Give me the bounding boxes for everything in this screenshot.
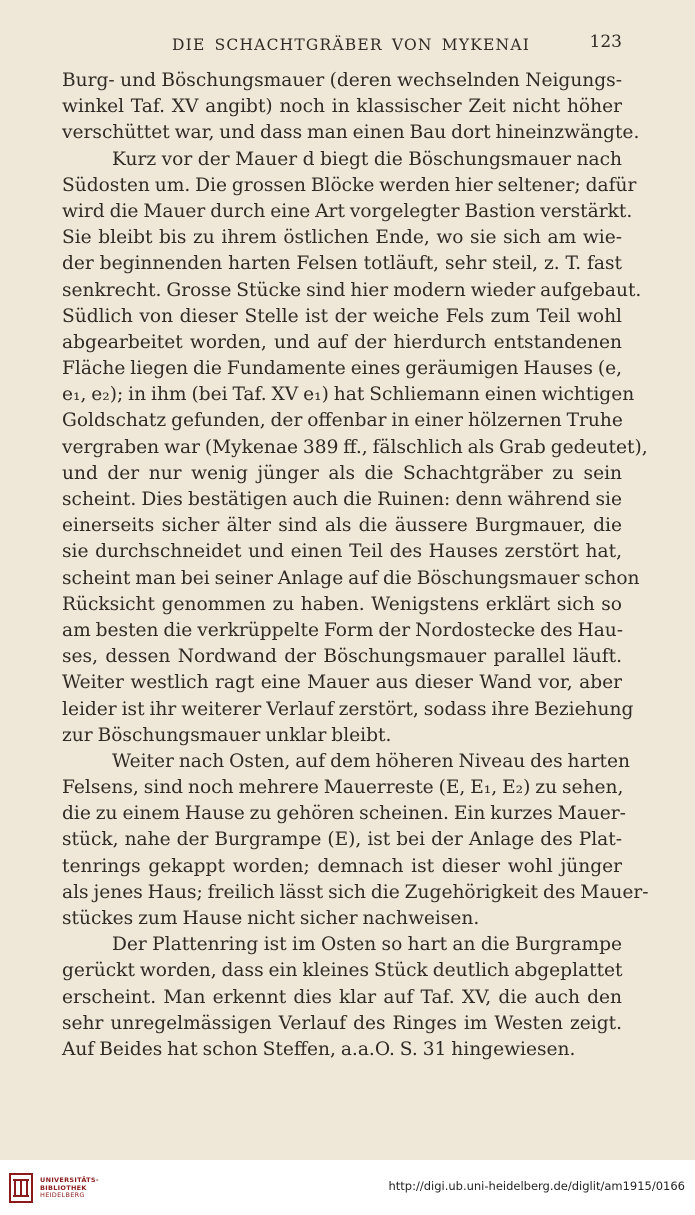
text-line: sehr unregelmässigen Verlauf des Ringes im Westen zeigt. xyxy=(62,1012,622,1034)
library-footer xyxy=(0,1160,695,1215)
text-line: Rücksicht genommen zu haben. Wenigstens erklärt sich so xyxy=(62,593,622,615)
text-line: erscheint. Man erkennt dies klar auf Taf. XV, die auch den xyxy=(62,986,622,1008)
text-line: senkrecht. Grosse Stücke sind hier modern wieder aufgebaut. xyxy=(62,279,642,301)
text-line: leider ist ihr weiterer Verlauf zerstört, sodass ihre Beziehung xyxy=(62,698,634,720)
text-line: scheint man bei seiner Anlage auf die Böschungsmauer schon xyxy=(62,567,640,589)
text-line: Burg- und Böschungsmauer (deren wechselnden Neigungs- xyxy=(62,70,622,91)
text-line: Südosten um. Die grossen Blöcke werden hier seltener; dafür xyxy=(62,174,637,196)
text-line: gerückt worden, dass ein kleines Stück deutlich abgeplattet xyxy=(62,960,623,982)
text-line: Kurz vor der Mauer d biegt die Böschungsmauer nach xyxy=(112,148,622,170)
library-name-line: UNIVERSITÄTS- xyxy=(40,1176,99,1184)
text-line: der beginnenden harten Felsen totläuft, sehr steil, z. T. fast xyxy=(62,253,622,275)
text-line: abgearbeitet worden, und auf der hierdurch entstandenen xyxy=(62,331,622,353)
library-name-line: BIBLIOTHEK xyxy=(40,1183,87,1192)
text-line: ses, dessen Nordwand der Böschungsmauer parallel läuft. xyxy=(62,646,622,668)
permalink-url[interactable]: http://digi.ub.uni-heidelberg.de/diglit/am1915/0166 xyxy=(388,1179,685,1193)
text-line: am besten die verkrüppelte Form der Nordostecke des Hau- xyxy=(62,619,624,641)
text-line: Der Plattenring ist im Osten so hart an die Burgrampe xyxy=(112,934,622,956)
text-line: als jenes Haus; freilich lässt sich die Zugehörigkeit des Mauer- xyxy=(62,881,649,903)
text-line: wird die Mauer durch eine Art vorgelegter Bastion verstärkt. xyxy=(62,200,633,222)
text-line: Weiter nach Osten, auf dem höheren Niveau des harten xyxy=(112,750,630,772)
text-line: Felsens, sind noch mehrere Mauerreste (E, E₁, E₂) zu sehen, xyxy=(62,777,624,799)
text-line: Südlich von dieser Stelle ist der weiche Fels zum Teil wohl xyxy=(62,305,622,327)
body-text xyxy=(62,68,649,1063)
text-line: sie durchschneidet und einen Teil des Hauses zerstört hat, xyxy=(62,541,622,563)
text-line: winkel Taf. XV angibt) noch in klassischer Zeit nicht höher xyxy=(62,96,622,118)
running-head xyxy=(62,32,622,58)
text-line: die zu einem Hause zu gehören scheinen. Ein kurzes Mauer- xyxy=(62,803,626,825)
text-line: stückes zum Hause nicht sicher nachweisen. xyxy=(62,908,480,929)
library-name-line: HEIDELBERG xyxy=(40,1191,85,1199)
text-line: und der nur wenig jünger als die Schachtgräber zu sein xyxy=(62,462,622,484)
text-line: zur Böschungsmauer unklar bleibt. xyxy=(62,724,392,746)
text-line: scheint. Dies bestätigen auch die Ruinen: denn während sie xyxy=(62,489,622,510)
text-line: Sie bleibt bis zu ihrem östlichen Ende, wo sie sich am wie- xyxy=(62,227,622,249)
text-line: Weiter westlich ragt eine Mauer aus dieser Wand vor, aber xyxy=(62,672,622,694)
text-line: stück, nahe der Burgrampe (E), ist bei der Anlage des Plat- xyxy=(62,829,622,851)
text-line: vergraben war (Mykenae 389 ff., fälschlich als Grab gedeutet), xyxy=(62,436,648,458)
text-line: Auf Beides hat schon Steffen, a.a.O. S. 31 hingewiesen. xyxy=(62,1038,576,1060)
university-library-logo-icon xyxy=(8,1172,34,1204)
text-line: tenrings gekappt worden; demnach ist dieser wohl jünger xyxy=(62,855,622,877)
text-line: e₁, e₂); in ihm (bei Taf. XV e₁) hat Schliemann einen wichtigen xyxy=(62,384,635,406)
running-title: DIE SCHACHTGRÄBER VON MYKENAI xyxy=(172,36,531,54)
text-line: einerseits sicher älter sind als die äussere Burgmauer, die xyxy=(62,515,622,537)
text-line: verschüttet war, und dass man einen Bau dort hineinzwängte. xyxy=(62,122,640,144)
library-name xyxy=(40,1177,99,1200)
text-line: Fläche liegen die Fundamente eines geräumigen Hauses (e, xyxy=(62,358,622,380)
text-line: Goldschatz gefunden, der offenbar in einer hölzernen Truhe xyxy=(62,410,623,432)
page-number: 123 xyxy=(589,32,622,52)
